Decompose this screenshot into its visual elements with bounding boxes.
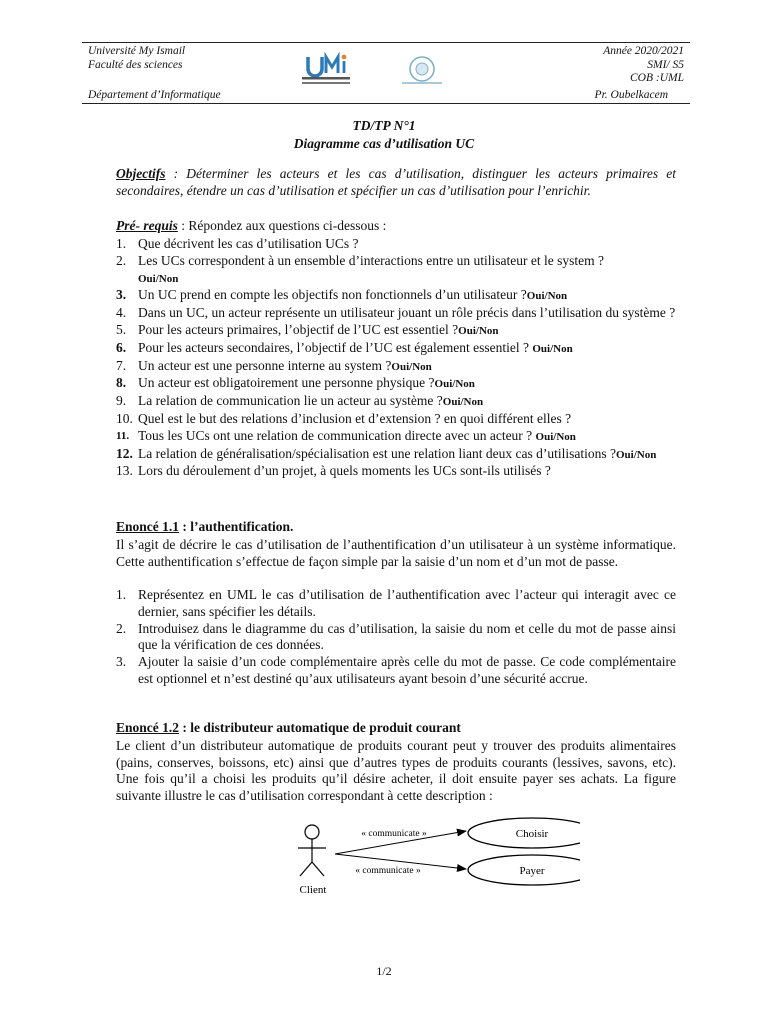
list-item: 2. Les UCs correspondent à un ensemble d’interactions entre un utilisateur et le system ? Oui/Non (116, 252, 604, 285)
actor-icon (298, 825, 326, 876)
faculty-logo-icon (402, 57, 442, 84)
prerequisites-heading (116, 218, 676, 235)
objectives-label: Objectifs (116, 166, 166, 181)
list-item: 13. Lors du déroulement d’un projet, à quels moments les UCs sont-ils utilisés ? (116, 463, 551, 479)
objectives-text: : Déterminer les acteurs et les cas d’utilisation, distinguer les acteurs primaires et secondaires, étendre un cas d’utilisation et spécifier un cas d’utilisation pour l’enrichir. (116, 166, 676, 198)
exercise-2-text: Le client d’un distributeur automatique de produits courant peut y trouver des produits alimentaires (pains, conserves, boissons, etc) ainsi que d’autres types de produits courants (lessives, savons, etc). Une fois qu’il a choisi les produits qu’il désire acheter, il doit ensuite payer ses achats. La figure suivante illustre le cas d’utilisation correspondant à cette description : (116, 738, 676, 803)
exercise-1-intro: Il s’agit de décrire le cas d’utilisation de l’authentification d’un utilisateur à un système informatique. Cette authentification s’effectue de façon simple par la saisie d’un nom et d’un mot de passe. (116, 537, 676, 569)
header-left (88, 45, 185, 72)
exercise-2-title: : le distributeur automatique de produit courant (179, 720, 461, 735)
list-item: 10. Quel est le but des relations d’inclusion et d’extension ? en quoi différent elles ? (116, 410, 572, 426)
list-item: 7. Un acteur est une personne interne au system ?Oui/Non (116, 357, 432, 373)
list-item: 9. La relation de communication lie un acteur au système ?Oui/Non (116, 393, 484, 409)
list-item: 5. Pour les acteurs primaires, l’objectif de l’UC est essentiel ?Oui/Non (116, 321, 499, 337)
faculty-name: Faculté des sciences (88, 58, 183, 71)
university-logo (294, 51, 454, 87)
level: SMI/ S5 (647, 58, 684, 71)
prerequisites-text: : Répondez aux questions ci-dessous : (177, 218, 387, 233)
use-case-diagram (280, 812, 580, 904)
use-case-choisir-label: Choisir (515, 828, 549, 840)
question-list (116, 236, 682, 480)
exercise-1-heading (116, 519, 676, 536)
exercise-2-label: Enoncé 1.2 (116, 720, 180, 735)
list-item: 6. Pour les acteurs secondaires, l’objectif de l’UC est également essentiel ? Oui/Non (116, 339, 573, 355)
professor-name: Pr. Oubelkacem (594, 89, 668, 101)
page-subtitle: Diagramme cas d’utilisation UC (293, 136, 475, 151)
department-name: Département d’Informatique (88, 89, 221, 101)
exercise-1-label: Enoncé 1.1 (116, 519, 180, 534)
list-item: 8. Un acteur est obligatoirement une personne physique ?Oui/Non (116, 375, 475, 391)
communicate-label-2: « communicate » (355, 866, 421, 876)
list-item: 2. Introduisez dans le diagramme du cas d’utilisation, la saisie du nom et celle du mot de passe ainsi que la vérification de ces données. (116, 620, 676, 653)
page-number: 1/2 (376, 964, 392, 978)
academic-year: Année 2020/2021 (603, 45, 684, 57)
list-item: 4. Dans un UC, un acteur représente un utilisateur jouant un rôle précis dans l’utilisation du système ? (116, 305, 676, 321)
prerequisites-label: Pré- requis (116, 218, 178, 233)
list-item: 3. Un UC prend en compte les objectifs non fonctionnels d’un utilisateur ?Oui/Non (116, 287, 568, 303)
communicate-label-1: « communicate » (361, 829, 427, 839)
list-item: 11. Tous les UCs ont une relation de communication directe avec un acteur ? Oui/Non (116, 427, 576, 443)
actor-label: Client (299, 884, 327, 896)
university-name: Université My Ismail (88, 45, 186, 57)
list-item: 12. La relation de généralisation/spécialisation est une relation liant deux cas d’utilisations ?Oui/Non (116, 445, 657, 461)
page-title: TD/TP N°1 (352, 118, 416, 133)
umi-logo-icon (302, 55, 350, 84)
course-name: COB :UML (630, 72, 684, 84)
exercise-1-list (116, 587, 676, 688)
use-case-payer-label: Payer (519, 865, 545, 877)
list-item: 1. Que décrivent les cas d’utilisation UCs ? (116, 236, 359, 251)
exercise-2-heading (116, 720, 676, 737)
header-box (82, 42, 690, 104)
objectives-paragraph (116, 166, 676, 199)
exercise-1-title: : l’authentification. (179, 519, 294, 534)
header-right (603, 45, 684, 86)
list-item: 3. Ajouter la saisie d’un code complémentaire après celle du mot de passe. Ce code complémentaire est optionnel et n’est destiné qu’aux utilisateurs ayant besoin d’une sécurité accrue. (116, 654, 676, 686)
list-item: 1. Représentez en UML le cas d’utilisation de l’authentification avec l’acteur qui interagit avec ce dernier, sans spécifier les détails. (116, 587, 676, 619)
